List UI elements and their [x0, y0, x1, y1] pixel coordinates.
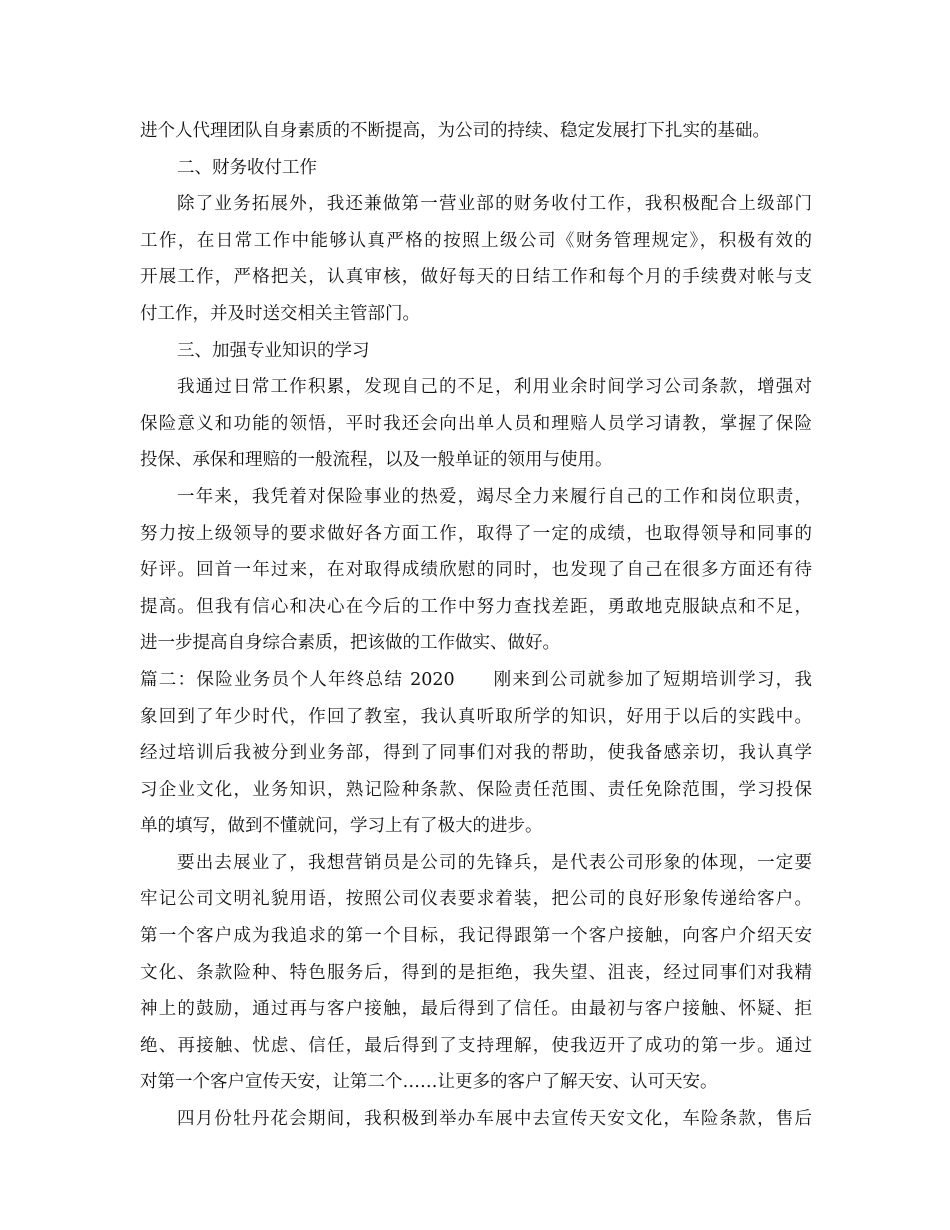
text-line: 付工作，并及时送交相关主管部门。	[140, 303, 420, 324]
text-line: 文化、条款险种、特色服务后，得到的是拒绝，我失望、沮丧，经过同事们对我精	[140, 962, 812, 983]
text-line: 保险意义和功能的领悟，平时我还会向出单人员和理赔人员学习请教，掌握了保险	[140, 413, 812, 434]
text-line: 我通过日常工作积累，发现自己的不足，利用业余时间学习公司条款，增强对	[177, 377, 812, 398]
text-line: 单的填写，做到不懂就问，学习上有了极大的进步。	[140, 816, 543, 837]
text-line: 除了业务拓展外，我还兼做第一营业部的财务收付工作，我积极配合上级部门	[177, 194, 812, 215]
text-line: 经过培训后我被分到业务部，得到了同事们对我的帮助，使我备感亲切，我认真学	[140, 743, 812, 764]
text-line: 篇二：保险业务员个人年终总结 2020 刚来到公司就参加了短期培训学习，我	[140, 669, 812, 690]
text-line: 一年来，我凭着对保险事业的热爱，竭尽全力来履行自己的工作和岗位职责，	[177, 486, 812, 507]
text-line: 牢记公司文明礼貌用语，按照公司仪表要求着装，把公司的良好形象传递给客户。	[140, 889, 812, 910]
text-line: 习企业文化，业务知识，熟记险种条款、保险责任范围、责任免除范围，学习投保	[140, 779, 812, 800]
text-line: 对第一个客户宣传天安，让第二个……让更多的客户了解天安、认可天安。	[140, 1072, 718, 1093]
text-line: 四月份牡丹花会期间，我积极到举办车展中去宣传天安文化，车险条款，售后	[177, 1109, 812, 1130]
text-line: 努力按上级领导的要求做好各方面工作，取得了一定的成绩，也取得领导和同事的	[140, 523, 812, 544]
text-line: 绝、再接触、忧虑、信任，最后得到了支持理解，使我迈开了成功的第一步。通过	[140, 1035, 812, 1056]
text-line: 第一个客户成为我追求的第一个目标，我记得跟第一个客户接触，向客户介绍天安	[140, 926, 812, 947]
text-line: 好评。回首一年过来，在对取得成绩欣慰的同时，也发现了自己在很多方面还有待	[140, 560, 812, 581]
text-line: 工作，在日常工作中能够认真严格的按照上级公司《财务管理规定》，积极有效的	[140, 230, 812, 251]
text-line: 三、加强专业知识的学习	[177, 340, 370, 361]
document-body	[140, 113, 812, 1138]
text-line: 投保、承保和理赔的一般流程，以及一般单证的领用与使用。	[140, 450, 613, 471]
text-line: 要出去展业了，我想营销员是公司的先锋兵，是代表公司形象的体现，一定要	[177, 852, 812, 873]
text-line: 开展工作，严格把关，认真审核，做好每天的日结工作和每个月的手续费对帐与支	[140, 267, 812, 288]
text-line: 进一步提高自身综合素质，把该做的工作做实、做好。	[140, 633, 560, 654]
text-line: 二、财务收付工作	[177, 157, 317, 178]
text-line: 进个人代理团队自身素质的不断提高，为公司的持续、稳定发展打下扎实的基础。	[140, 121, 770, 141]
text-line: 神上的鼓励，通过再与客户接触，最后得到了信任。由最初与客户接触、怀疑、拒	[140, 999, 812, 1020]
text-line: 象回到了年少时代，作回了教室，我认真听取所学的知识，好用于以后的实践中。	[140, 706, 812, 727]
text-line: 提高。但我有信心和决心在今后的工作中努力查找差距，勇敢地克服缺点和不足，	[140, 596, 812, 617]
